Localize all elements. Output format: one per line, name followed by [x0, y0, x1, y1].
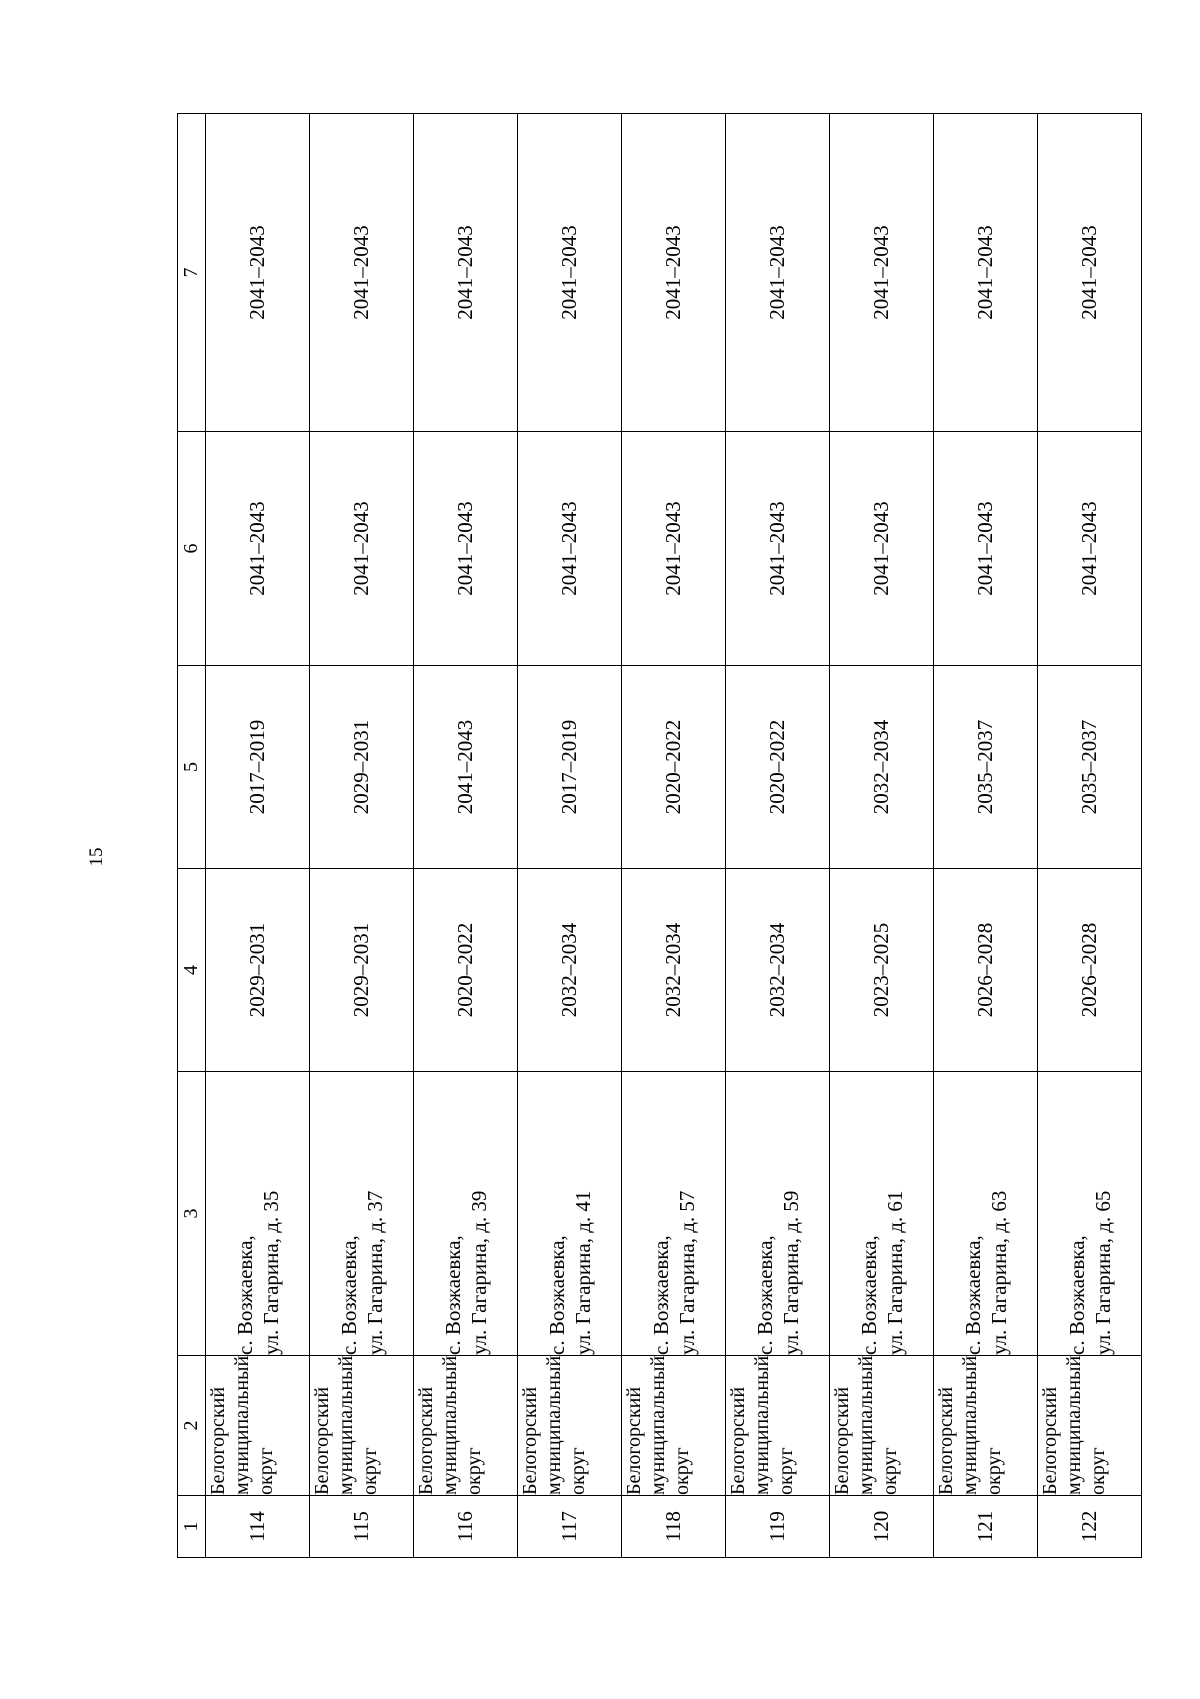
period-cell-5: 2032–2034: [830, 666, 934, 869]
period-cell-6: 2041–2043: [622, 432, 726, 666]
address-line: ул. Гагарина, д. 61: [882, 1190, 907, 1355]
period-cell-4: 2029–2031: [310, 869, 414, 1072]
address-line: ул. Гагарина, д. 41: [570, 1190, 595, 1355]
period-cell-4: 2029–2031: [206, 869, 310, 1072]
address-cell: [622, 1072, 726, 1356]
row-number-cell: 118: [622, 1496, 726, 1558]
district-line: Белогорский: [207, 1386, 229, 1495]
address-line: ул. Гагарина, д. 65: [1090, 1190, 1115, 1355]
period-cell-5: 2017–2019: [518, 666, 622, 869]
period-cell-7: 2041–2043: [310, 114, 414, 432]
district-cell: [206, 1356, 310, 1496]
period-cell-6: 2041–2043: [1038, 432, 1142, 666]
address-line: ул. Гагарина, д. 59: [778, 1190, 803, 1355]
district-cell: [830, 1356, 934, 1496]
district-line: Белогорский: [519, 1386, 541, 1495]
period-cell-7: 2041–2043: [622, 114, 726, 432]
period-cell-7: 2041–2043: [1038, 114, 1142, 432]
district-cell: [934, 1356, 1038, 1496]
district-line: округ: [1087, 1447, 1109, 1495]
column-header-6: 6: [178, 432, 206, 666]
address-cell: [934, 1072, 1038, 1356]
address-cell: [414, 1072, 518, 1356]
address-line: с. Возжаевка,: [752, 1235, 777, 1355]
column-header-4: 4: [178, 869, 206, 1072]
period-cell-7: 2041–2043: [830, 114, 934, 432]
table-row: [726, 114, 830, 1558]
address-line: с. Возжаевка,: [336, 1235, 361, 1355]
district-line: округ: [879, 1447, 901, 1495]
table-row: [622, 114, 726, 1558]
period-cell-6: 2041–2043: [518, 432, 622, 666]
district-line: Белогорский: [1039, 1386, 1061, 1495]
row-number-cell: 122: [1038, 1496, 1142, 1558]
period-cell-4: 2026–2028: [934, 869, 1038, 1072]
table-row: [518, 114, 622, 1558]
address-line: с. Возжаевка,: [648, 1235, 673, 1355]
period-cell-4: 2032–2034: [726, 869, 830, 1072]
district-line: округ: [775, 1447, 797, 1495]
district-line: муниципальный: [647, 1355, 669, 1495]
row-number-cell: 121: [934, 1496, 1038, 1558]
row-number-cell: 120: [830, 1496, 934, 1558]
district-cell: [414, 1356, 518, 1496]
district-line: округ: [359, 1447, 381, 1495]
period-cell-5: 2020–2022: [622, 666, 726, 869]
row-number-cell: 114: [206, 1496, 310, 1558]
district-line: муниципальный: [855, 1355, 877, 1495]
row-number-cell: 116: [414, 1496, 518, 1558]
address-line: с. Возжаевка,: [1064, 1235, 1089, 1355]
district-line: муниципальный: [543, 1355, 565, 1495]
district-line: муниципальный: [959, 1355, 981, 1495]
period-cell-6: 2041–2043: [830, 432, 934, 666]
period-cell-5: 2035–2037: [1038, 666, 1142, 869]
district-line: муниципальный: [439, 1355, 461, 1495]
district-cell: [310, 1356, 414, 1496]
period-cell-7: 2041–2043: [414, 114, 518, 432]
period-cell-4: 2023–2025: [830, 869, 934, 1072]
period-cell-5: 2041–2043: [414, 666, 518, 869]
period-cell-6: 2041–2043: [206, 432, 310, 666]
column-header-5: 5: [178, 666, 206, 869]
district-line: муниципальный: [751, 1355, 773, 1495]
district-line: Белогорский: [311, 1386, 333, 1495]
row-number-cell: 115: [310, 1496, 414, 1558]
address-line: ул. Гагарина, д. 35: [258, 1190, 283, 1355]
district-line: муниципальный: [231, 1355, 253, 1495]
address-cell: [518, 1072, 622, 1356]
period-cell-6: 2041–2043: [414, 432, 518, 666]
column-header-1: 1: [178, 1496, 206, 1558]
address-cell: [830, 1072, 934, 1356]
table-row: [1038, 114, 1142, 1558]
address-line: с. Возжаевка,: [232, 1235, 257, 1355]
row-number-cell: 119: [726, 1496, 830, 1558]
address-line: с. Возжаевка,: [544, 1235, 569, 1355]
period-cell-5: 2035–2037: [934, 666, 1038, 869]
district-line: округ: [463, 1447, 485, 1495]
district-line: Белогорский: [727, 1386, 749, 1495]
address-cell: [206, 1072, 310, 1356]
address-line: с. Возжаевка,: [440, 1235, 465, 1355]
district-line: Белогорский: [415, 1386, 437, 1495]
header-row: [178, 114, 206, 1558]
district-line: Белогорский: [831, 1386, 853, 1495]
address-cell: [310, 1072, 414, 1356]
district-cell: [622, 1356, 726, 1496]
column-header-7: 7: [178, 114, 206, 432]
district-line: округ: [983, 1447, 1005, 1495]
period-cell-6: 2041–2043: [310, 432, 414, 666]
district-line: муниципальный: [1063, 1355, 1085, 1495]
period-cell-5: 2029–2031: [310, 666, 414, 869]
period-cell-4: 2032–2034: [622, 869, 726, 1072]
table-row: [310, 114, 414, 1558]
address-line: ул. Гагарина, д. 37: [362, 1190, 387, 1355]
period-cell-4: 2020–2022: [414, 869, 518, 1072]
column-header-3: 3: [178, 1072, 206, 1356]
address-line: с. Возжаевка,: [960, 1235, 985, 1355]
address-cell: [726, 1072, 830, 1356]
period-cell-4: 2032–2034: [518, 869, 622, 1072]
period-cell-4: 2026–2028: [1038, 869, 1142, 1072]
district-line: округ: [567, 1447, 589, 1495]
period-cell-7: 2041–2043: [726, 114, 830, 432]
page-number: 15: [86, 847, 107, 867]
table-row: [206, 114, 310, 1558]
period-cell-6: 2041–2043: [726, 432, 830, 666]
table-row: [830, 114, 934, 1558]
district-line: Белогорский: [623, 1386, 645, 1495]
district-cell: [518, 1356, 622, 1496]
column-header-2: 2: [178, 1356, 206, 1496]
district-cell: [726, 1356, 830, 1496]
table-row: [414, 114, 518, 1558]
district-cell: [1038, 1356, 1142, 1496]
period-cell-5: 2017–2019: [206, 666, 310, 869]
district-line: муниципальный: [335, 1355, 357, 1495]
district-line: округ: [671, 1447, 693, 1495]
table-row: [934, 114, 1038, 1558]
district-line: Белогорский: [935, 1386, 957, 1495]
period-cell-7: 2041–2043: [206, 114, 310, 432]
period-cell-6: 2041–2043: [934, 432, 1038, 666]
address-cell: [1038, 1072, 1142, 1356]
address-line: ул. Гагарина, д. 57: [674, 1190, 699, 1355]
row-number-cell: 117: [518, 1496, 622, 1558]
schedule-table-container: [177, 114, 1142, 1558]
period-cell-5: 2020–2022: [726, 666, 830, 869]
schedule-table: [177, 113, 1142, 1558]
address-line: ул. Гагарина, д. 39: [466, 1190, 491, 1355]
address-line: ул. Гагарина, д. 63: [986, 1190, 1011, 1355]
period-cell-7: 2041–2043: [934, 114, 1038, 432]
period-cell-7: 2041–2043: [518, 114, 622, 432]
address-line: с. Возжаевка,: [856, 1235, 881, 1355]
district-line: округ: [255, 1447, 277, 1495]
